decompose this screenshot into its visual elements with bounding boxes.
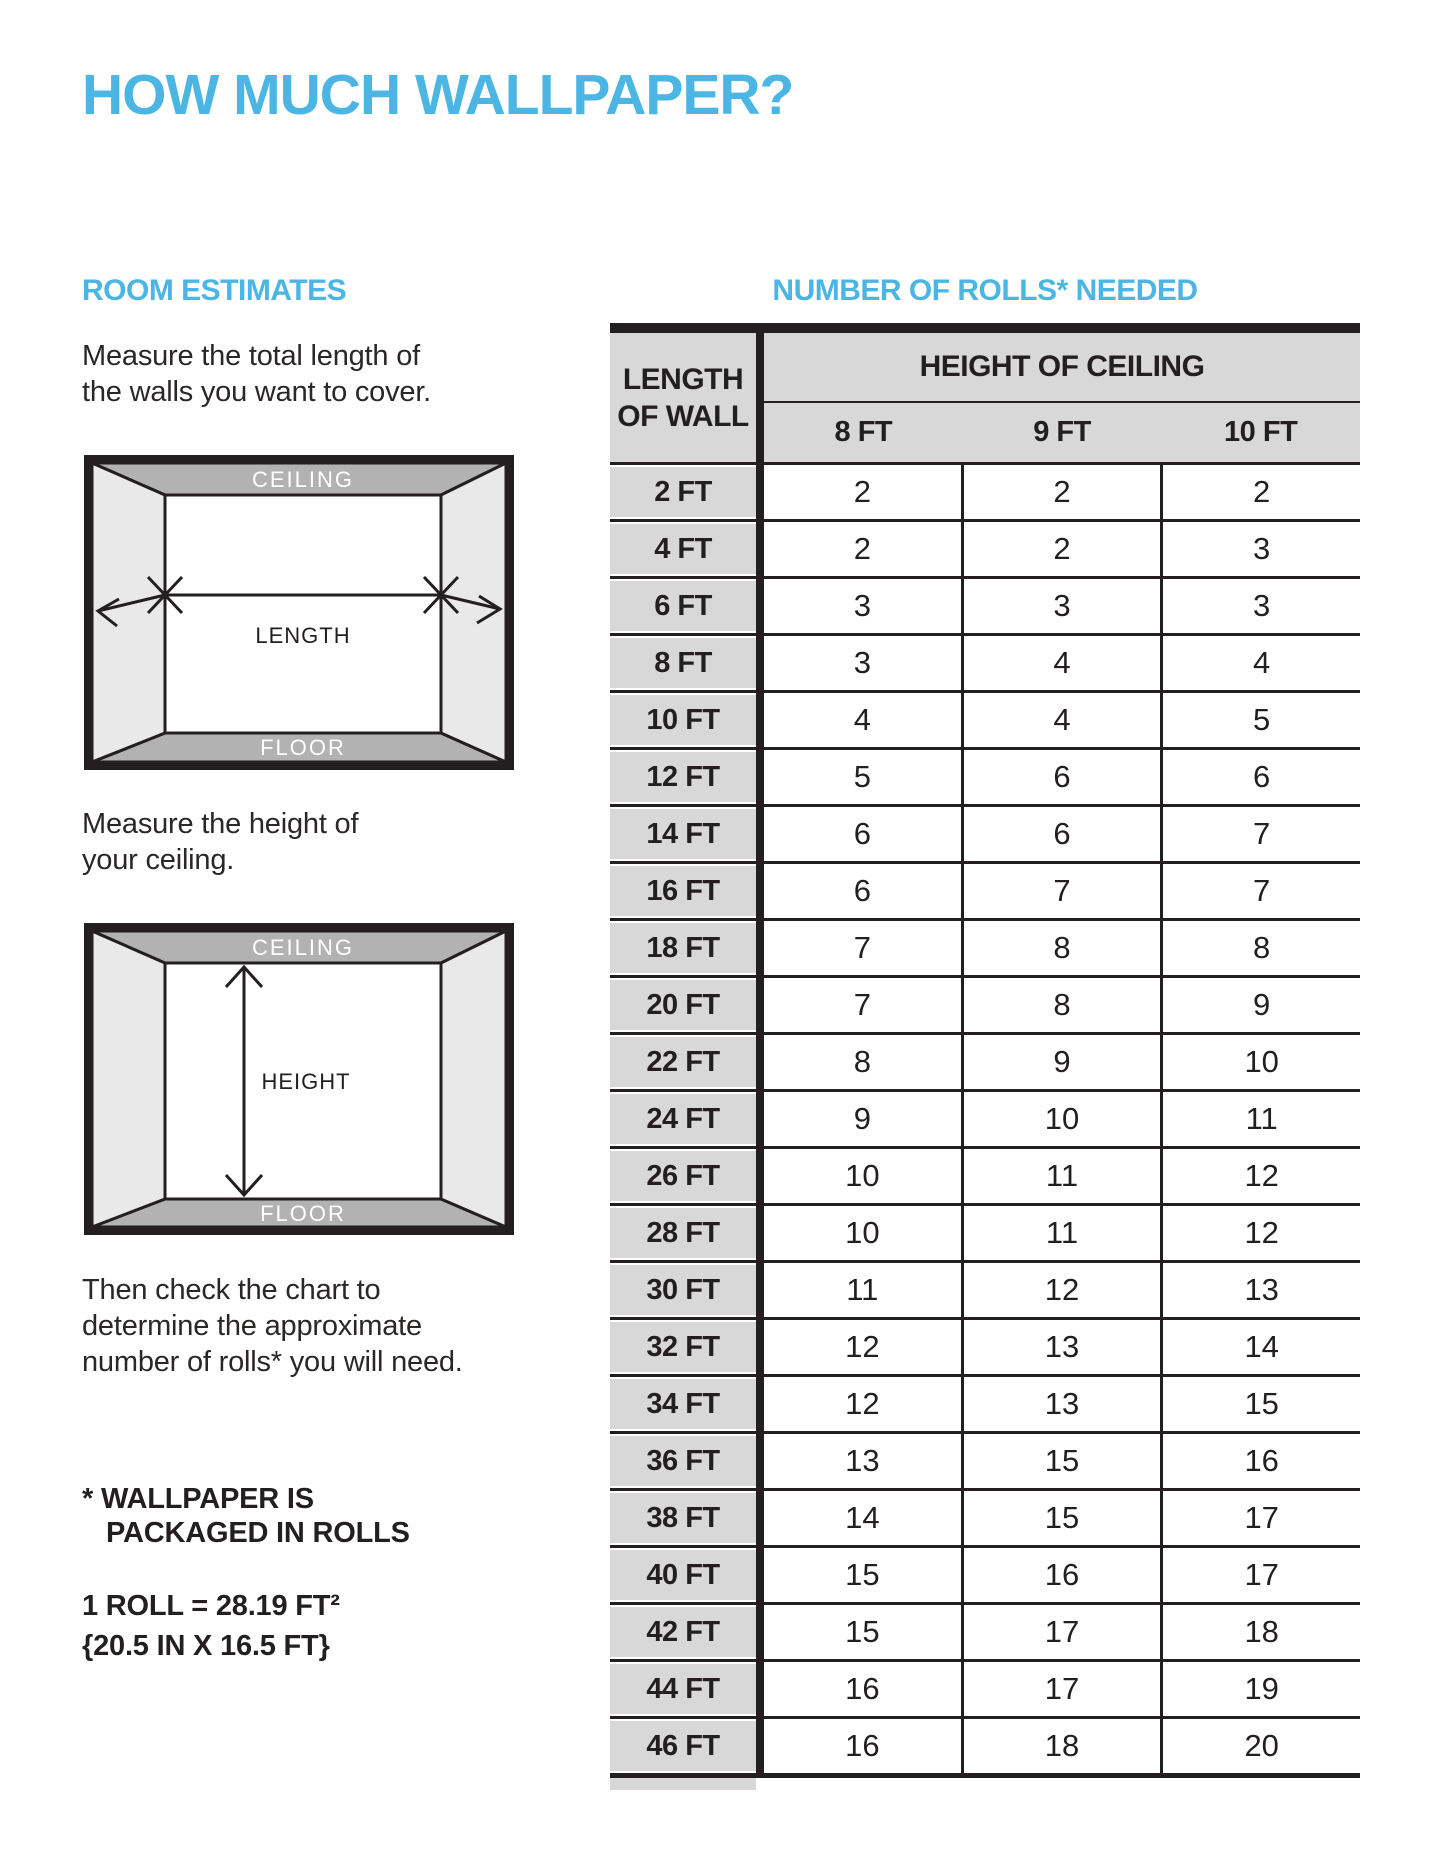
table-header bbox=[610, 333, 1360, 465]
cell-9ft: 15 bbox=[961, 1434, 1161, 1488]
cell-10ft: 19 bbox=[1160, 1662, 1360, 1716]
step3-line3: number of rolls* you will need. bbox=[82, 1346, 463, 1378]
cell-8ft: 15 bbox=[764, 1548, 961, 1602]
cell-9ft: 6 bbox=[961, 807, 1161, 861]
ceiling-header-group bbox=[764, 333, 1360, 462]
cell-8ft: 5 bbox=[764, 750, 961, 804]
table-row bbox=[610, 1374, 1360, 1431]
table-row bbox=[610, 690, 1360, 747]
cell-10ft: 3 bbox=[1160, 579, 1360, 633]
room-length-diagram bbox=[84, 455, 514, 770]
cell-8ft: 3 bbox=[764, 579, 961, 633]
cell-9ft: 8 bbox=[961, 921, 1161, 975]
cell-9ft: 8 bbox=[961, 978, 1161, 1032]
row-label: 20 FT bbox=[610, 980, 756, 1030]
column-divider bbox=[756, 1719, 764, 1773]
cell-9ft: 15 bbox=[961, 1491, 1161, 1545]
table-row bbox=[610, 1659, 1360, 1716]
cell-10ft: 20 bbox=[1160, 1719, 1360, 1773]
footnote-line1: * WALLPAPER IS bbox=[82, 1483, 314, 1515]
cell-9ft: 12 bbox=[961, 1263, 1161, 1317]
cell-9ft: 3 bbox=[961, 579, 1161, 633]
cell-10ft: 6 bbox=[1160, 750, 1360, 804]
column-divider bbox=[756, 807, 764, 861]
column-divider bbox=[756, 1662, 764, 1716]
cell-10ft: 14 bbox=[1160, 1320, 1360, 1374]
footnote-line2: PACKAGED IN ROLLS bbox=[106, 1517, 410, 1549]
row-label: 22 FT bbox=[610, 1037, 756, 1087]
column-divider bbox=[756, 750, 764, 804]
table-row bbox=[610, 1146, 1360, 1203]
cell-9ft: 13 bbox=[961, 1320, 1161, 1374]
table-row bbox=[610, 975, 1360, 1032]
cell-10ft: 16 bbox=[1160, 1434, 1360, 1488]
table-row bbox=[610, 1716, 1360, 1773]
cell-9ft: 17 bbox=[961, 1605, 1161, 1659]
step1-line1: Measure the total length of bbox=[82, 340, 420, 372]
roll-spec-line1: 1 ROLL = 28.19 FT² bbox=[82, 1590, 340, 1622]
table-row bbox=[610, 1545, 1360, 1602]
step2-instruction bbox=[82, 806, 358, 878]
row-label: 28 FT bbox=[610, 1208, 756, 1258]
cell-10ft: 15 bbox=[1160, 1377, 1360, 1431]
row-label: 34 FT bbox=[610, 1379, 756, 1429]
table-row bbox=[610, 918, 1360, 975]
roll-spec-line2: {20.5 IN X 16.5 FT} bbox=[82, 1630, 330, 1662]
table-row bbox=[610, 1431, 1360, 1488]
row-label: 18 FT bbox=[610, 923, 756, 973]
cell-10ft: 3 bbox=[1160, 522, 1360, 576]
cell-8ft: 7 bbox=[764, 921, 961, 975]
cell-10ft: 4 bbox=[1160, 636, 1360, 690]
row-label: 6 FT bbox=[610, 581, 756, 631]
cell-9ft: 4 bbox=[961, 693, 1161, 747]
cell-10ft: 7 bbox=[1160, 807, 1360, 861]
column-divider bbox=[756, 1035, 764, 1089]
column-divider bbox=[756, 579, 764, 633]
column-divider bbox=[756, 1548, 764, 1602]
cell-9ft: 2 bbox=[961, 522, 1161, 576]
cell-8ft: 12 bbox=[764, 1377, 961, 1431]
cell-10ft: 7 bbox=[1160, 864, 1360, 918]
column-divider bbox=[756, 1434, 764, 1488]
left-wall bbox=[92, 463, 165, 762]
cell-10ft: 5 bbox=[1160, 693, 1360, 747]
rolls-needed-heading: NUMBER OF ROLLS* NEEDED bbox=[772, 274, 1198, 307]
column-divider bbox=[756, 1206, 764, 1260]
row-label: 14 FT bbox=[610, 809, 756, 859]
cell-10ft: 11 bbox=[1160, 1092, 1360, 1146]
row-label: 8 FT bbox=[610, 638, 756, 688]
cell-9ft: 7 bbox=[961, 864, 1161, 918]
floor-label: FLOOR bbox=[260, 735, 346, 760]
step2-line2: your ceiling. bbox=[82, 844, 235, 876]
cell-8ft: 12 bbox=[764, 1320, 961, 1374]
table-row bbox=[610, 1032, 1360, 1089]
page-title: HOW MUCH WALLPAPER? bbox=[82, 63, 794, 127]
rolls-table bbox=[610, 323, 1360, 1790]
row-label: 10 FT bbox=[610, 695, 756, 745]
cell-10ft: 17 bbox=[1160, 1491, 1360, 1545]
column-divider bbox=[756, 978, 764, 1032]
row-label: 46 FT bbox=[610, 1721, 756, 1771]
cell-9ft: 10 bbox=[961, 1092, 1161, 1146]
room-estimates-heading: ROOM ESTIMATES bbox=[82, 274, 347, 307]
cell-9ft: 4 bbox=[961, 636, 1161, 690]
table-row bbox=[610, 1203, 1360, 1260]
step2-line1: Measure the height of bbox=[82, 808, 359, 840]
column-divider bbox=[756, 1605, 764, 1659]
rolls-footnote bbox=[82, 1482, 410, 1550]
left-wall bbox=[92, 931, 165, 1227]
table-row bbox=[610, 465, 1360, 519]
cell-9ft: 2 bbox=[961, 465, 1161, 519]
column-divider bbox=[756, 465, 764, 519]
col-header-10ft: 10 FT bbox=[1224, 416, 1298, 448]
row-header-cell bbox=[610, 333, 756, 462]
cell-8ft: 13 bbox=[764, 1434, 961, 1488]
cell-9ft: 18 bbox=[961, 1719, 1161, 1773]
cell-9ft: 6 bbox=[961, 750, 1161, 804]
column-divider bbox=[756, 1149, 764, 1203]
cell-8ft: 11 bbox=[764, 1263, 961, 1317]
label-column-tail bbox=[610, 1778, 756, 1790]
cell-10ft: 9 bbox=[1160, 978, 1360, 1032]
row-label: 40 FT bbox=[610, 1550, 756, 1600]
row-label: 30 FT bbox=[610, 1265, 756, 1315]
step3-line2: determine the approximate bbox=[82, 1310, 422, 1342]
step1-line2: the walls you want to cover. bbox=[82, 376, 432, 408]
row-header-line2: OF WALL bbox=[617, 399, 749, 433]
cell-10ft: 17 bbox=[1160, 1548, 1360, 1602]
cell-8ft: 15 bbox=[764, 1605, 961, 1659]
cell-10ft: 18 bbox=[1160, 1605, 1360, 1659]
row-label: 38 FT bbox=[610, 1493, 756, 1543]
cell-9ft: 16 bbox=[961, 1548, 1161, 1602]
row-header-line1: LENGTH bbox=[622, 362, 744, 396]
column-divider bbox=[756, 1263, 764, 1317]
step1-instruction bbox=[82, 338, 431, 410]
roll-spec bbox=[82, 1586, 340, 1666]
step3-line1: Then check the chart to bbox=[82, 1274, 381, 1306]
cell-8ft: 9 bbox=[764, 1092, 961, 1146]
col-header-8ft: 8 FT bbox=[834, 416, 893, 448]
cell-10ft: 12 bbox=[1160, 1206, 1360, 1260]
cell-8ft: 4 bbox=[764, 693, 961, 747]
table-row bbox=[610, 1488, 1360, 1545]
cell-10ft: 8 bbox=[1160, 921, 1360, 975]
table-row bbox=[610, 804, 1360, 861]
cell-10ft: 13 bbox=[1160, 1263, 1360, 1317]
column-divider bbox=[756, 333, 764, 462]
column-divider bbox=[756, 693, 764, 747]
table-row bbox=[610, 1089, 1360, 1146]
table-row bbox=[610, 1602, 1360, 1659]
row-label: 2 FT bbox=[610, 467, 756, 517]
cell-9ft: 11 bbox=[961, 1206, 1161, 1260]
height-label: HEIGHT bbox=[261, 1069, 351, 1094]
row-label: 36 FT bbox=[610, 1436, 756, 1486]
row-label: 32 FT bbox=[610, 1322, 756, 1372]
right-wall bbox=[441, 931, 506, 1227]
column-divider bbox=[756, 1092, 764, 1146]
column-divider bbox=[756, 1491, 764, 1545]
table-row bbox=[610, 633, 1360, 690]
cell-10ft: 10 bbox=[1160, 1035, 1360, 1089]
cell-10ft: 12 bbox=[1160, 1149, 1360, 1203]
row-label: 44 FT bbox=[610, 1664, 756, 1714]
ceiling-label: CEILING bbox=[251, 935, 355, 960]
column-divider bbox=[756, 1377, 764, 1431]
height-of-ceiling-header: HEIGHT OF CEILING bbox=[764, 333, 1360, 403]
ceiling-label: CEILING bbox=[251, 467, 355, 492]
cell-8ft: 10 bbox=[764, 1206, 961, 1260]
table-row bbox=[610, 1260, 1360, 1317]
cell-8ft: 14 bbox=[764, 1491, 961, 1545]
table-row bbox=[610, 861, 1360, 918]
table-top-border bbox=[610, 323, 1360, 333]
column-divider bbox=[756, 921, 764, 975]
step3-instruction bbox=[82, 1272, 463, 1380]
cell-8ft: 6 bbox=[764, 807, 961, 861]
table-row bbox=[610, 576, 1360, 633]
cell-8ft: 6 bbox=[764, 864, 961, 918]
cell-8ft: 8 bbox=[764, 1035, 961, 1089]
cell-8ft: 16 bbox=[764, 1719, 961, 1773]
table-row bbox=[610, 1317, 1360, 1374]
cell-9ft: 11 bbox=[961, 1149, 1161, 1203]
column-divider bbox=[756, 636, 764, 690]
row-label: 12 FT bbox=[610, 752, 756, 802]
table-row bbox=[610, 747, 1360, 804]
row-label: 16 FT bbox=[610, 866, 756, 916]
length-label: LENGTH bbox=[255, 623, 351, 648]
back-wall bbox=[165, 495, 441, 733]
table-body bbox=[610, 465, 1360, 1773]
cell-9ft: 13 bbox=[961, 1377, 1161, 1431]
floor-label: FLOOR bbox=[260, 1201, 346, 1226]
column-divider bbox=[756, 522, 764, 576]
cell-9ft: 17 bbox=[961, 1662, 1161, 1716]
cell-8ft: 16 bbox=[764, 1662, 961, 1716]
cell-8ft: 7 bbox=[764, 978, 961, 1032]
cell-8ft: 2 bbox=[764, 522, 961, 576]
cell-9ft: 9 bbox=[961, 1035, 1161, 1089]
table-row bbox=[610, 519, 1360, 576]
row-label: 24 FT bbox=[610, 1094, 756, 1144]
cell-8ft: 2 bbox=[764, 465, 961, 519]
row-label: 26 FT bbox=[610, 1151, 756, 1201]
ceiling-height-diagram bbox=[84, 923, 514, 1235]
column-divider bbox=[756, 864, 764, 918]
row-label: 4 FT bbox=[610, 524, 756, 574]
cell-10ft: 2 bbox=[1160, 465, 1360, 519]
col-headers-row bbox=[764, 403, 1360, 462]
cell-8ft: 10 bbox=[764, 1149, 961, 1203]
cell-8ft: 3 bbox=[764, 636, 961, 690]
col-header-9ft: 9 FT bbox=[1033, 416, 1091, 448]
row-label: 42 FT bbox=[610, 1607, 756, 1657]
column-divider bbox=[756, 1320, 764, 1374]
